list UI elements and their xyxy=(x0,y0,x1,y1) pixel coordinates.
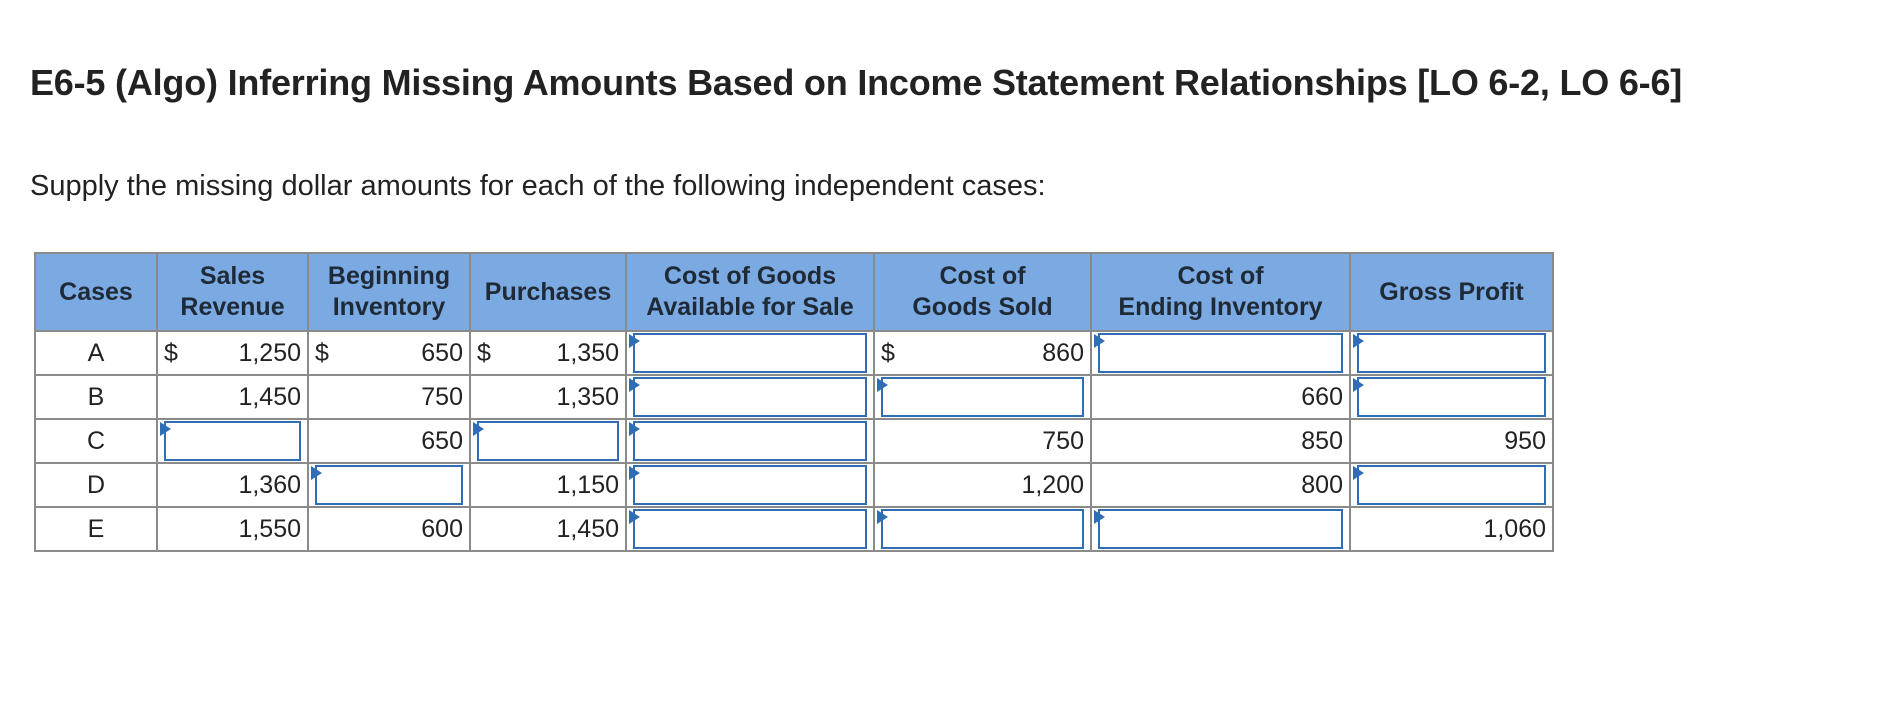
gross-profit-input[interactable] xyxy=(1357,333,1546,373)
input-marker-icon xyxy=(1094,510,1105,524)
header-cases: Cases xyxy=(35,253,157,331)
beginning-inventory-input[interactable] xyxy=(315,465,463,505)
sales-revenue-cell xyxy=(157,419,308,463)
dollar-sign: $ xyxy=(164,338,178,367)
beginning-inventory-cell xyxy=(308,463,470,507)
header-cost-goods-available: Cost of Goods Available for Sale xyxy=(626,253,874,331)
cases-table xyxy=(34,252,1554,552)
cost-goods-sold-value: 1,200 xyxy=(874,463,1091,507)
table-header-row xyxy=(35,253,1553,331)
cost-goods-sold-cell xyxy=(874,507,1091,551)
input-marker-icon xyxy=(311,466,322,480)
gross-profit-cell xyxy=(1350,463,1553,507)
gross-profit-cell xyxy=(1350,375,1553,419)
case-label: B xyxy=(35,375,157,419)
cost-goods-available-input[interactable] xyxy=(633,377,867,417)
header-sales-revenue: Sales Revenue xyxy=(157,253,308,331)
ending-inventory-input[interactable] xyxy=(1098,509,1343,549)
cost-goods-sold-input[interactable] xyxy=(881,509,1084,549)
cost-goods-available-cell xyxy=(626,375,874,419)
page-title: E6-5 (Algo) Inferring Missing Amounts Based on Income Statement Relationships [LO 6-2, LO 6-6] xyxy=(30,62,1683,103)
input-marker-icon xyxy=(1094,334,1105,348)
case-label: A xyxy=(35,331,157,375)
input-marker-icon xyxy=(629,510,640,524)
header-beginning-inventory: Beginning Inventory xyxy=(308,253,470,331)
cost-goods-available-input[interactable] xyxy=(633,509,867,549)
input-marker-icon xyxy=(629,466,640,480)
ending-inventory-cell xyxy=(1091,331,1350,375)
ending-inventory-cell xyxy=(1091,507,1350,551)
input-marker-icon xyxy=(1353,378,1364,392)
case-label: C xyxy=(35,419,157,463)
beginning-inventory-value: 650 xyxy=(421,338,463,367)
gross-profit-input[interactable] xyxy=(1357,465,1546,505)
input-marker-icon xyxy=(629,422,640,436)
purchases-value: 1,350 xyxy=(556,338,619,367)
dollar-sign: $ xyxy=(881,338,895,367)
gross-profit-value: 1,060 xyxy=(1350,507,1553,551)
sales-revenue-value: 1,250 xyxy=(238,338,301,367)
cost-goods-available-input[interactable] xyxy=(633,333,867,373)
dollar-sign: $ xyxy=(477,338,491,367)
sales-revenue-input[interactable] xyxy=(164,421,301,461)
beginning-inventory-cell xyxy=(308,331,470,375)
cost-goods-available-cell xyxy=(626,419,874,463)
purchases-cell xyxy=(470,331,626,375)
gross-profit-value: 950 xyxy=(1350,419,1553,463)
beginning-inventory-value: 600 xyxy=(308,507,470,551)
input-marker-icon xyxy=(629,334,640,348)
sales-revenue-value: 1,550 xyxy=(157,507,308,551)
beginning-inventory-value: 750 xyxy=(308,375,470,419)
table-row xyxy=(35,375,1553,419)
cost-goods-available-cell xyxy=(626,507,874,551)
ending-inventory-value: 850 xyxy=(1091,419,1350,463)
cost-goods-available-input[interactable] xyxy=(633,465,867,505)
header-gross-profit: Gross Profit xyxy=(1350,253,1553,331)
instructions-text: Supply the missing dollar amounts for each of the following independent cases: xyxy=(30,170,1046,202)
gross-profit-cell xyxy=(1350,331,1553,375)
purchases-value: 1,150 xyxy=(470,463,626,507)
header-purchases: Purchases xyxy=(470,253,626,331)
cost-goods-sold-value: 750 xyxy=(874,419,1091,463)
header-cost-goods-sold: Cost of Goods Sold xyxy=(874,253,1091,331)
purchases-input[interactable] xyxy=(477,421,619,461)
table-row xyxy=(35,419,1553,463)
ending-inventory-value: 660 xyxy=(1091,375,1350,419)
cost-goods-available-input[interactable] xyxy=(633,421,867,461)
input-marker-icon xyxy=(160,422,171,436)
purchases-value: 1,350 xyxy=(470,375,626,419)
cost-goods-sold-cell xyxy=(874,331,1091,375)
case-label: D xyxy=(35,463,157,507)
header-ending-inventory: Cost of Ending Inventory xyxy=(1091,253,1350,331)
table-row xyxy=(35,463,1553,507)
input-marker-icon xyxy=(877,510,888,524)
beginning-inventory-value: 650 xyxy=(308,419,470,463)
cost-goods-available-cell xyxy=(626,331,874,375)
input-marker-icon xyxy=(877,378,888,392)
sales-revenue-cell xyxy=(157,331,308,375)
purchases-cell xyxy=(470,419,626,463)
cost-goods-available-cell xyxy=(626,463,874,507)
table-row xyxy=(35,331,1553,375)
gross-profit-input[interactable] xyxy=(1357,377,1546,417)
ending-inventory-input[interactable] xyxy=(1098,333,1343,373)
input-marker-icon xyxy=(629,378,640,392)
input-marker-icon xyxy=(1353,466,1364,480)
dollar-sign: $ xyxy=(315,338,329,367)
case-label: E xyxy=(35,507,157,551)
input-marker-icon xyxy=(1353,334,1364,348)
table-row xyxy=(35,507,1553,551)
sales-revenue-value: 1,450 xyxy=(157,375,308,419)
purchases-value: 1,450 xyxy=(470,507,626,551)
cost-goods-sold-value: 860 xyxy=(1042,338,1084,367)
input-marker-icon xyxy=(473,422,484,436)
sales-revenue-value: 1,360 xyxy=(157,463,308,507)
cost-goods-sold-cell xyxy=(874,375,1091,419)
cost-goods-sold-input[interactable] xyxy=(881,377,1084,417)
ending-inventory-value: 800 xyxy=(1091,463,1350,507)
